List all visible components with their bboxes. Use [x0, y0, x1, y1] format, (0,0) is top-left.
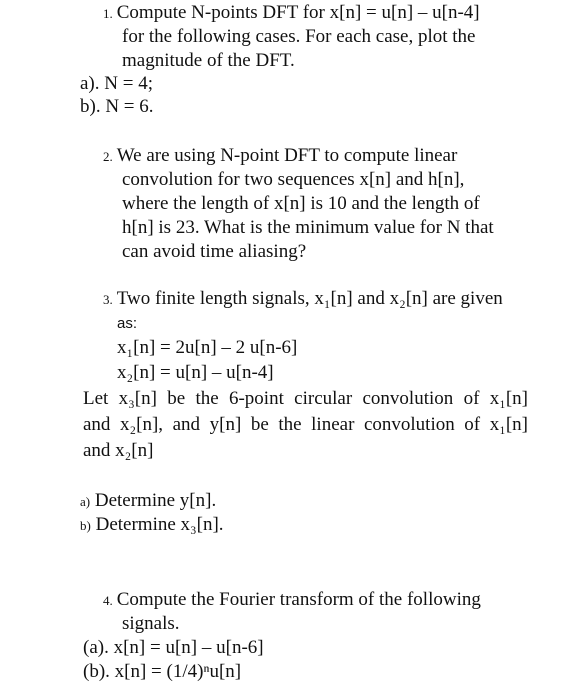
q2-line-5: can avoid time aliasing?	[122, 241, 307, 262]
q1-number: 1.	[103, 6, 113, 21]
q3-equation-1: x₁[n] = 2u[n] – 2 u[n-6]	[117, 337, 298, 358]
q3-part-b	[80, 514, 224, 537]
q3-part-b-label: b)	[80, 518, 91, 533]
q3-part-a-label: a)	[80, 494, 91, 509]
q3-paragraph-line-1: Let x₃[n] be the 6-point circular convolution of x₁[n]	[83, 388, 528, 409]
q1-line-1	[103, 2, 480, 25]
q1-text-1: Compute N-points DFT for x[n] = u[n] – u[n-4]	[116, 2, 480, 23]
q2-text-1: We are using N-point DFT to compute linear	[116, 145, 458, 166]
q3-as-label: as:	[117, 315, 138, 332]
q3-part-a-text: Determine y[n].	[94, 490, 217, 511]
q3-part-a	[80, 490, 216, 513]
q4-number: 4.	[103, 593, 113, 608]
q4-line-2: signals.	[122, 613, 180, 634]
q3-text-1: Two finite length signals, x₁[n] and x₂[n] are given	[116, 288, 503, 309]
q4-text-1: Compute the Fourier transform of the following	[116, 589, 481, 610]
q4-part-b: (b). x[n] = (1/4)ⁿu[n]	[83, 661, 242, 682]
q2-line-1	[103, 145, 457, 168]
q3-number: 3.	[103, 292, 113, 307]
q2-line-4: h[n] is 23. What is the minimum value for N that	[122, 217, 494, 238]
q4-line-1	[103, 589, 481, 612]
q4-part-a: (a). x[n] = u[n] – u[n-6]	[83, 637, 264, 658]
q3-part-b-text: Determine x₃[n].	[95, 514, 224, 535]
q3-line-1	[103, 288, 503, 311]
q2-line-3: where the length of x[n] is 10 and the length of	[122, 193, 480, 214]
q3-paragraph-line-2: and x₂[n], and y[n] be the linear convolution of x₁[n]	[83, 414, 528, 435]
q3-equation-2: x₂[n] = u[n] – u[n-4]	[117, 362, 274, 383]
q3-paragraph-line-3: and x₂[n]	[83, 440, 154, 461]
q1-line-3: magnitude of the DFT.	[122, 50, 295, 71]
q2-number: 2.	[103, 149, 113, 164]
q1-line-2: for the following cases. For each case, plot the	[122, 26, 476, 47]
q1-part-a: a). N = 4;	[80, 73, 153, 94]
q2-line-2: convolution for two sequences x[n] and h[n],	[122, 169, 465, 190]
q1-part-b: b). N = 6.	[80, 96, 154, 117]
